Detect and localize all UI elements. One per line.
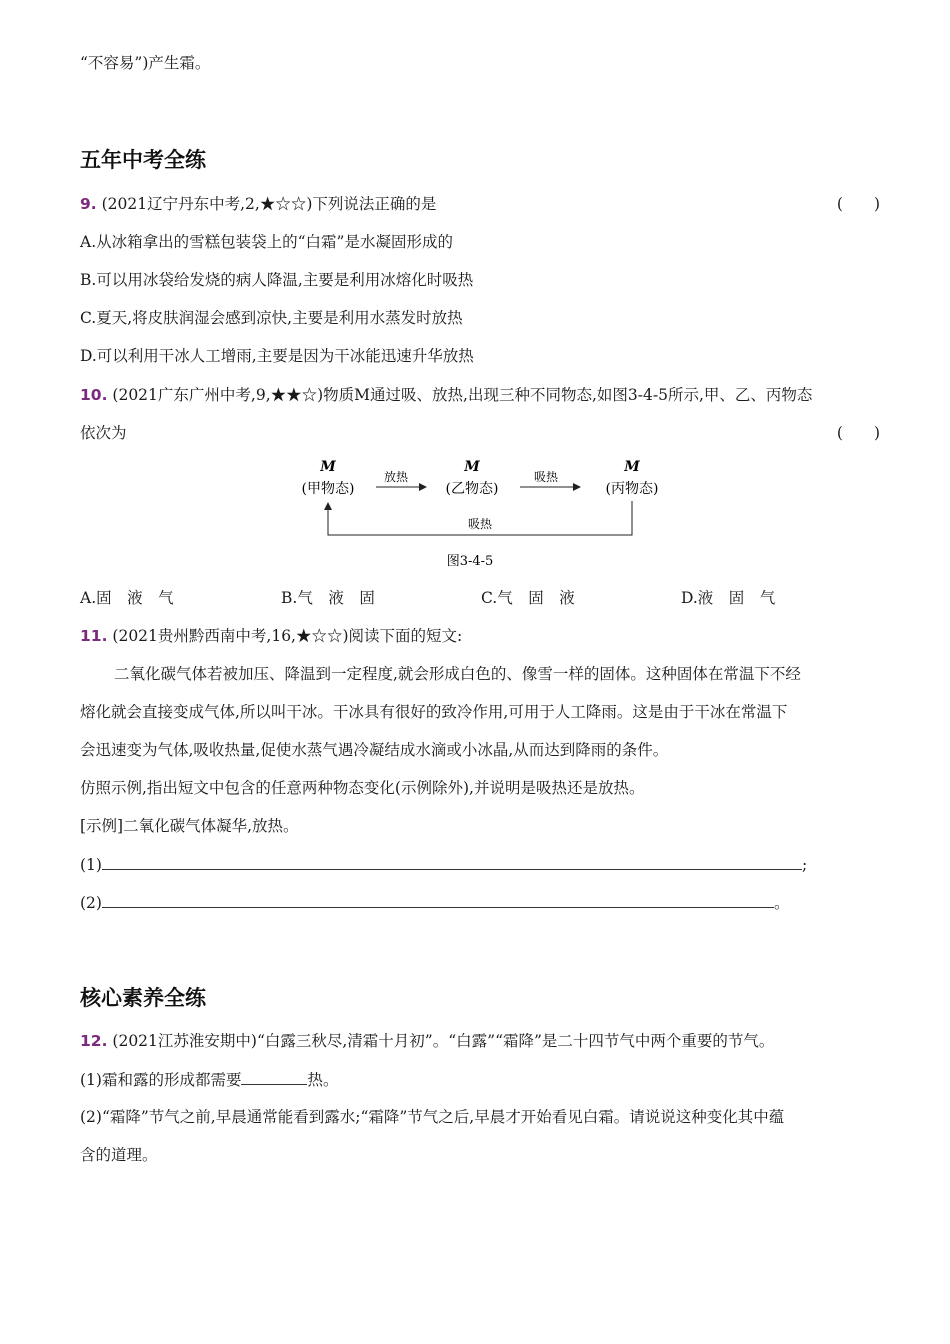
option-d: D.可以利用干冰人工增雨,主要是因为干冰能迅速升华放热 — [80, 347, 474, 365]
question-9-stem — [80, 193, 436, 215]
arrow-2-label: 吸热 — [533, 470, 559, 484]
option-d: D.液 固 气 — [681, 589, 776, 607]
option-c: C.气 固 液 — [481, 589, 575, 607]
question-text: (2021广东广州中考,9,★★☆)物质M通过吸、放热,出现三种不同物态,如图3-4-5所示,甲、乙、丙物态 — [112, 386, 813, 404]
fill-blank[interactable] — [241, 1068, 307, 1085]
question-text: (2021江苏淮安期中)“白露三秋尽,清霜十月初”。“白露”“霜降”是二十四节气中两个重要的节气。 — [112, 1032, 775, 1050]
answer-blank-2[interactable] — [102, 891, 774, 908]
sub-question-2-cont: 含的道理。 — [80, 1146, 158, 1164]
arrow-back-label: 吸热 — [467, 517, 493, 531]
option-a: A.固 液 气 — [80, 589, 174, 607]
option-a: A.从冰箱拿出的雪糕包装袋上的“白霜”是水凝固形成的 — [80, 233, 453, 251]
sub-question-text: (1)霜和露的形成都需要 — [80, 1071, 242, 1089]
instruction: 仿照示例,指出短文中包含的任意两种物态变化(示例除外),并说明是吸热还是放热。 — [80, 779, 645, 797]
answer-label: (2) — [80, 894, 102, 912]
answer-label: (1) — [80, 856, 102, 874]
sub-question-1 — [80, 1068, 338, 1091]
state-2-label: M — [464, 459, 480, 475]
answer-end-mark: 。 — [773, 894, 790, 912]
answer-paren: ( ) — [836, 195, 880, 213]
continued-text: “不容易”)产生霜。 — [80, 54, 211, 72]
example: [示例]二氧化碳气体凝华,放热。 — [80, 817, 299, 835]
state-3-name: (丙物态) — [605, 481, 659, 497]
passage-line-1: 二氧化碳气体若被加压、降温到一定程度,就会形成白色的、像雪一样的固体。这种固体在常温下不经 — [114, 665, 801, 683]
state-3-label: M — [624, 459, 640, 475]
section-title-five-year: 五年中考全练 — [80, 148, 206, 172]
state-1-label: M — [320, 459, 336, 475]
state-change-diagram — [280, 455, 680, 580]
question-11-stem — [80, 625, 462, 647]
answer-line-2 — [80, 891, 789, 914]
arrow-1-label: 放热 — [383, 470, 409, 484]
question-text: (2021辽宁丹东中考,2,★☆☆)下列说法正确的是 — [101, 195, 437, 213]
state-2-name: (乙物态) — [445, 481, 499, 497]
question-number: 11. — [80, 627, 108, 645]
question-number: 10. — [80, 386, 108, 404]
passage-line-2: 熔化就会直接变成气体,所以叫干冰。干冰具有很好的致冷作用,可用于人工降雨。这是由于干冰在常温下 — [80, 703, 788, 721]
section-title-core-literacy: 核心素养全练 — [80, 986, 206, 1010]
question-text: (2021贵州黔西南中考,16,★☆☆)阅读下面的短文: — [112, 627, 463, 645]
state-1-name: (甲物态) — [301, 481, 355, 497]
option-b: B.可以用冰袋给发烧的病人降温,主要是利用冰熔化时吸热 — [80, 271, 474, 289]
answer-end-mark: ; — [801, 856, 808, 874]
question-number: 12. — [80, 1032, 108, 1050]
sub-question-2: (2)“霜降”节气之前,早晨通常能看到露水;“霜降”节气之后,早晨才开始看见白霜。请说说这种变化其中蕴 — [80, 1108, 785, 1126]
answer-paren: ( ) — [836, 424, 880, 442]
question-number: 9. — [80, 195, 97, 213]
option-b: B.气 液 固 — [281, 589, 375, 607]
answer-line-1 — [80, 853, 807, 876]
question-10-stem — [80, 384, 812, 406]
question-12-stem — [80, 1030, 774, 1052]
sub-question-text-end: 热。 — [307, 1071, 339, 1089]
option-c: C.夏天,将皮肤润湿会感到凉快,主要是利用水蒸发时放热 — [80, 309, 463, 327]
figure-caption: 图3-4-5 — [446, 554, 494, 569]
question-10-stem-cont: 依次为 — [80, 424, 127, 442]
passage-line-3: 会迅速变为气体,吸收热量,促使水蒸气遇冷凝结成水滴或小冰晶,从而达到降雨的条件。 — [80, 741, 669, 759]
answer-blank-1[interactable] — [102, 853, 802, 870]
